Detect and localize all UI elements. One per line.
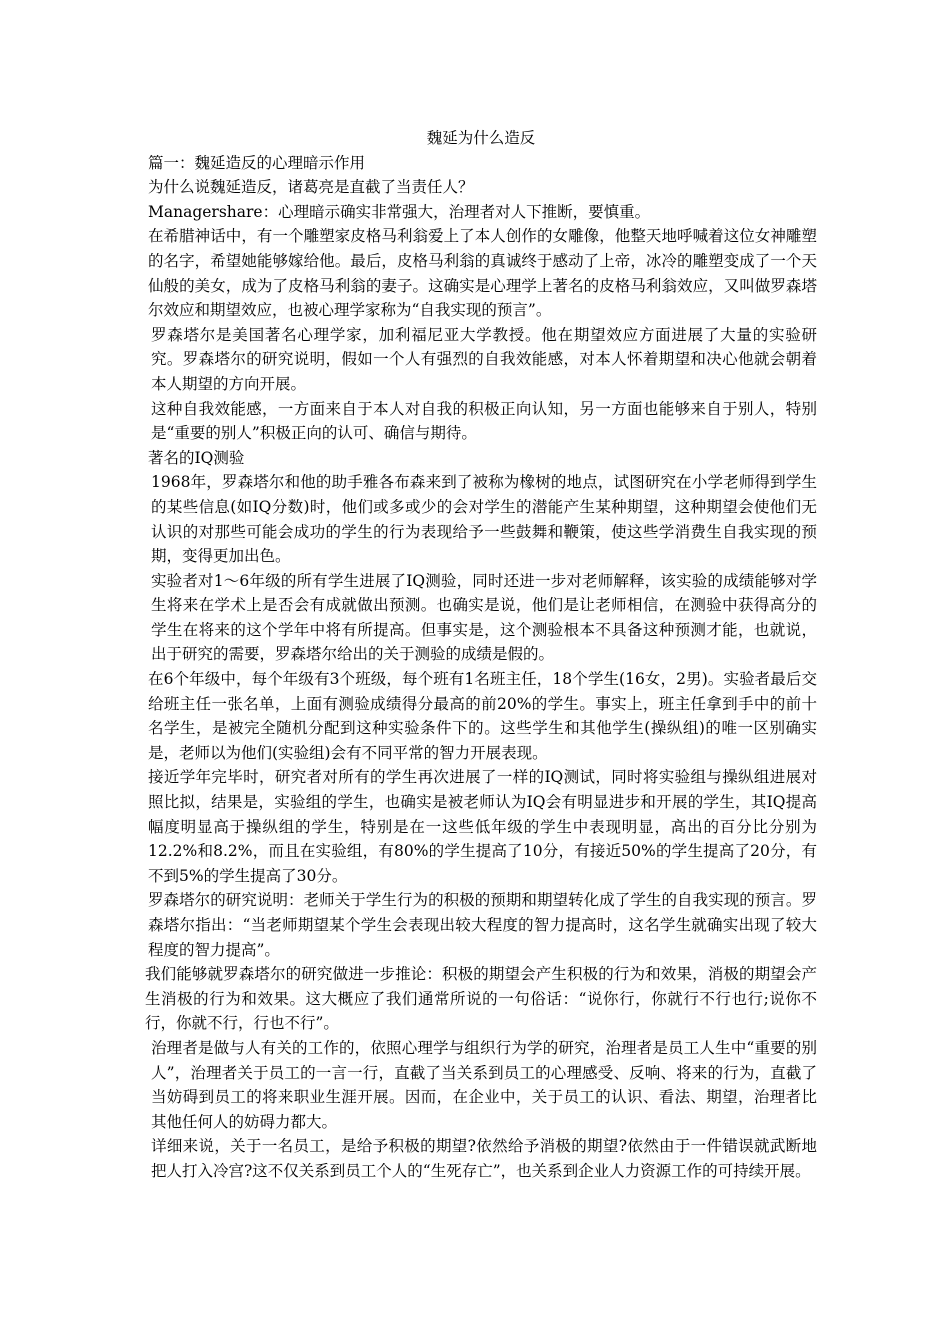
document-page bbox=[145, 126, 817, 1184]
paragraph-question: 为什么说魏延造反，诸葛亮是直截了当责任人？ bbox=[148, 178, 474, 197]
paragraph-results: 接近学年完毕时，研究者对所有的学生再次进展了一样的IQ测试，同时将实验组与操纵组进展对照比拟，结果是，实验组的学生，也确实是被老师认为IQ会有明显进步和开展的学生，其IQ提高幅度明显高于操纵组的学生，特别是在一这些低年级的学生中表现明显，高出的百分比分别为12.2%和8.2%，而且在实验组，有80%的学生提高了10分，有接近50%的学生提高了20分，有不到5%的学生提高了30分。 bbox=[148, 768, 817, 885]
document-title: 魏延为什么造反 bbox=[426, 129, 536, 147]
paragraph-rosenthal-intro: 罗森塔尔是美国著名心理学家，加利福尼亚大学教授。他在期望效应方面进展了大量的实验研究。罗森塔尔的研究说明，假如一个人有强烈的自我效能感，对本人怀着期望和决心他就会朝着本人期望的方向开展。 bbox=[151, 325, 817, 393]
paragraph-iq-testing: 实验者对1～6年级的所有学生进展了IQ测验，同时还进一步对老师解释，该实验的成绩能够对学生将来在学术上是否会有成就做出预测。也确实是说，他们是让老师相信，在测验中获得高分的学生在将来的这个学年中将有所提高。但事实是，这个测验根本不具备这种预测才能，也就说，出于研究的需要，罗森塔尔给出的关于测验的成绩是假的。 bbox=[151, 571, 817, 664]
paragraph-rosenthal-conclusion: 罗森塔尔的研究说明：老师关于学生行为的积极的预期和期望转化成了学生的自我实现的预言。罗森塔尔指出：“当老师期望某个学生会表现出较大程度的智力提高时，这名学生就确实出现了较大程度的智力提高”。 bbox=[148, 891, 817, 959]
paragraph-heading: 篇一：魏延造反的心理暗示作用 bbox=[148, 153, 366, 172]
paragraph-class-setup: 在6个年级中，每个年级有3个班级，每个班有1名班主任，18个学生(16女，2男)。实验者最后交给班主任一张名单，上面有测验成绩得分最高的前20%的学生。事实上，班主任拿到手中的前十名学生，是被完全随机分配到这种实验条件下的。这些学生和其他学生(操纵组)的唯一区别确实是，老师以为他们(实验组)会有不同平常的智力开展表现。 bbox=[148, 670, 817, 762]
paragraph-managers: 治理者是做与人有关的工作的，依照心理学与组织行为学的研究，治理者是员工人生中“重要的别人”，治理者关于员工的一言一行，直截了当关系到员工的心理感受、反响、将来的行为，直截了当妨碍到员工的将来职业生涯开展。因而，在企业中，关于员工的认识、看法、期望，治理者比其他任何人的妨碍力都大。 bbox=[151, 1038, 817, 1131]
paragraph-iq-test-heading: 著名的IQ测验 bbox=[148, 448, 245, 467]
paragraph-managershare: Managershare：心理暗示确实非常强大，治理者对人下推断，要慎重。 bbox=[148, 202, 651, 221]
paragraph-pygmalion-myth: 在希腊神话中，有一个雕塑家皮格马利翁爱上了本人创作的女雕像，他整天地呼喊着这位女神雕塑的名字，希望她能够嫁给他。最后，皮格马利翁的真诚终于感动了上帝，冰冷的雕塑变成了一个天仙般的美女，成为了皮格马利翁的妻子。这确实是心理学上著名的皮格马利翁效应，又叫做罗森塔尔效应和期望效应，也被心理学家称为“自我实现的预言”。 bbox=[148, 227, 817, 320]
paragraph-1968-study: 1968年，罗森塔尔和他的助手雅各布森来到了被称为橡树的地点，试图研究在小学老师得到学生的某些信息(如IQ分数)时，他们或多或少的会对学生的潜能产生某种期望，这种期望会使他们无认识的对那些可能会成功的学生的行为表现给予一些鼓舞和鞭策，使这些学消费生自我实现的预期，变得更加出色。 bbox=[151, 473, 817, 566]
paragraph-self-efficacy: 这种自我效能感，一方面来自于本人对自我的积极正向认知，另一方面也能够来自于别人，特别是“重要的别人”积极正向的认可、确信与期待。 bbox=[151, 399, 817, 443]
paragraph-inference: 我们能够就罗森塔尔的研究做进一步推论：积极的期望会产生积极的行为和效果，消极的期望会产生消极的行为和效果。这大概应了我们通常所说的一句俗话：“说你行，你就行不行也行;说你不行，你就不行，行也不行”。 bbox=[145, 965, 817, 1033]
paragraph-specifics: 详细来说，关于一名员工，是给予积极的期望?依然给予消极的期望?依然由于一件错误就武断地把人打入冷宫?这不仅关系到员工个人的“生死存亡”，也关系到企业人力资源工作的可持续开展。 bbox=[151, 1137, 817, 1180]
